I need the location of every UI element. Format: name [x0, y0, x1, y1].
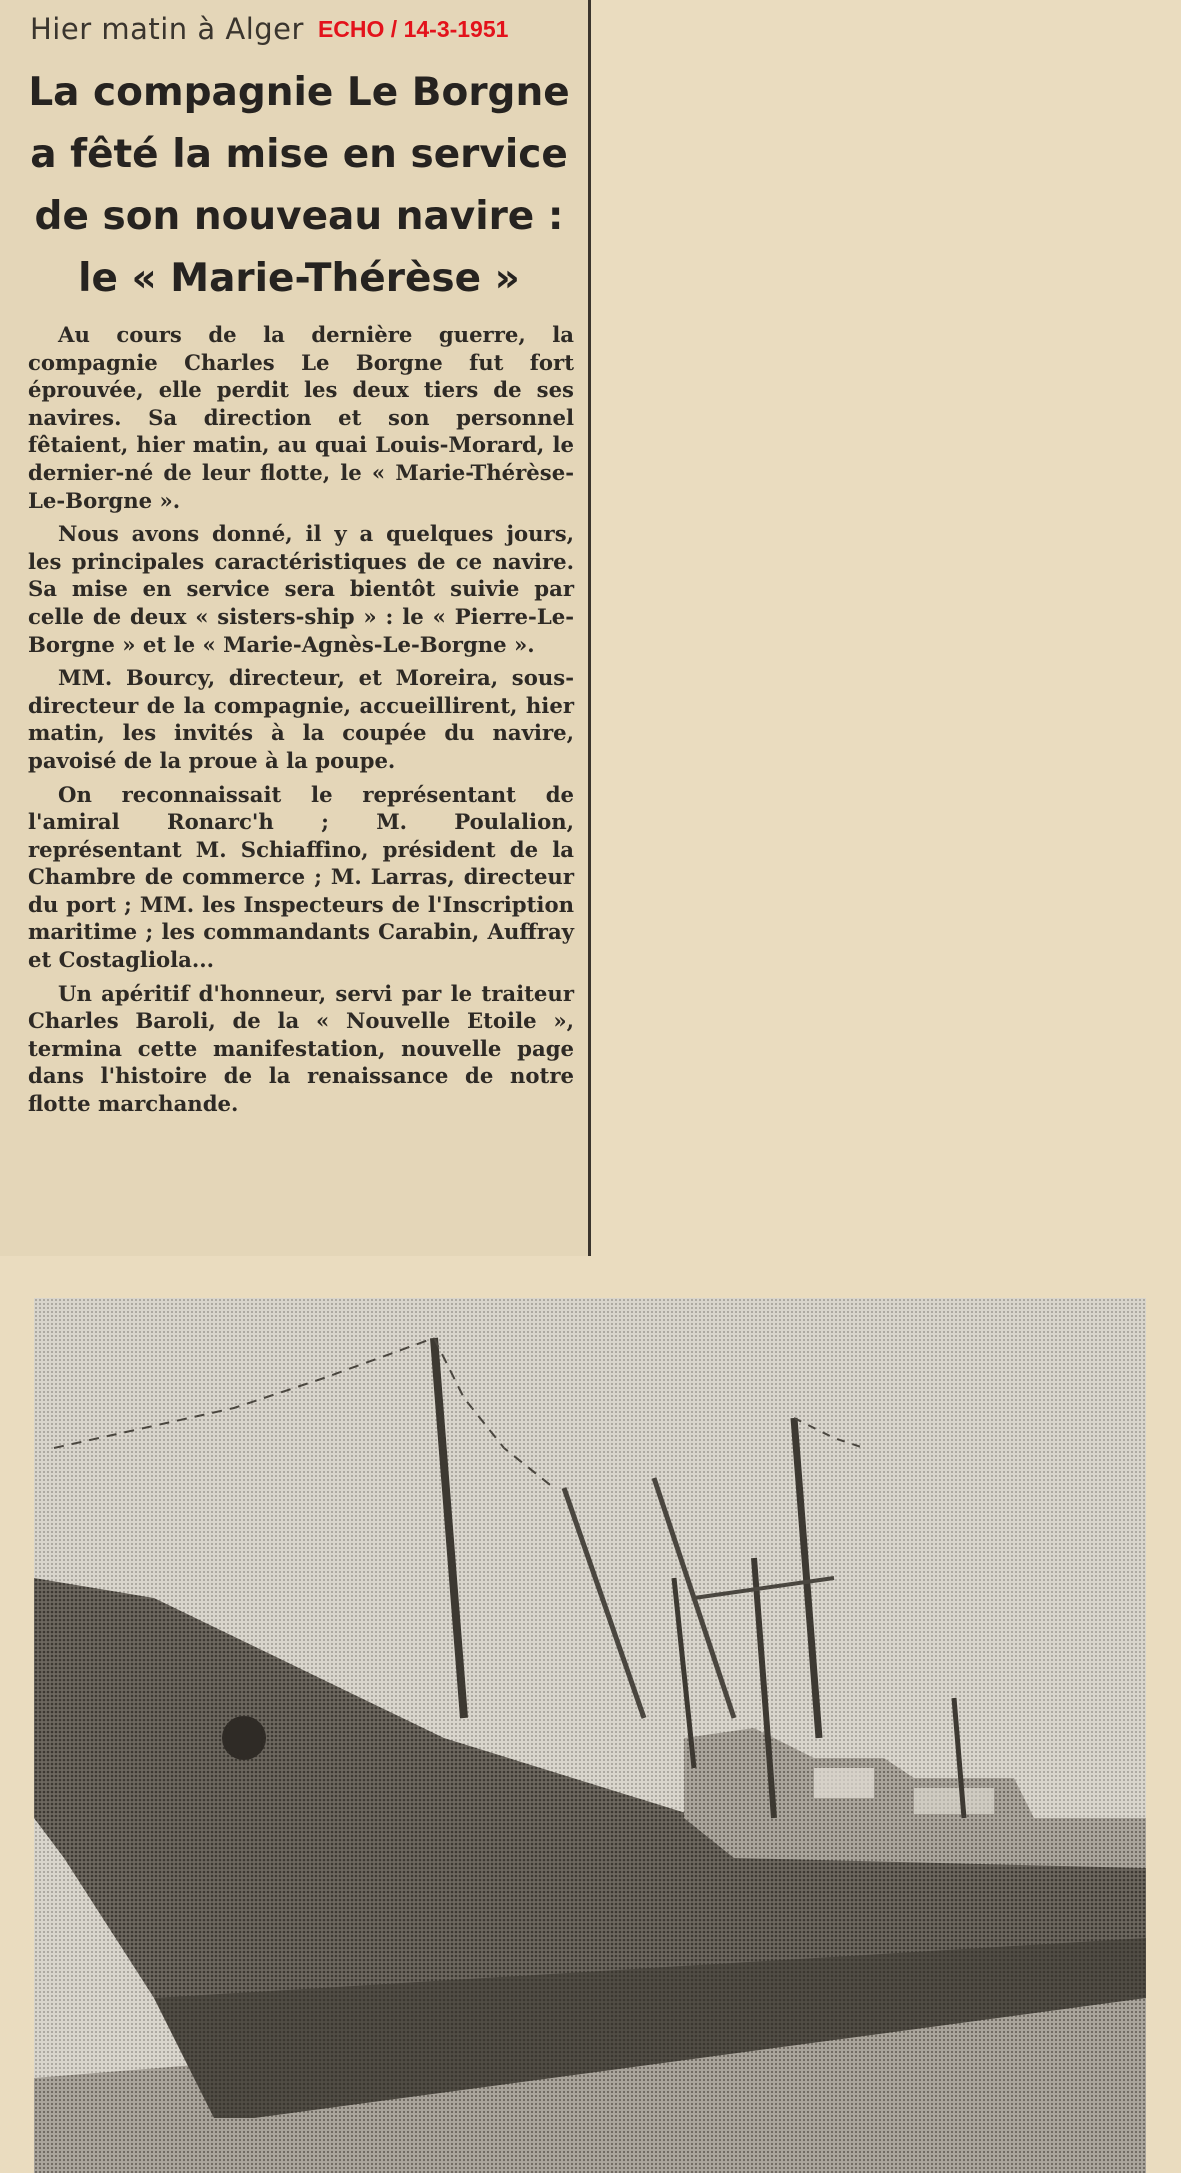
headline: [14, 62, 584, 310]
article-paragraph: Nous avons donné, il y a quelques jours, les principales caractéristiques de ce navire. Sa mise en service sera bientôt suivie par celle de deux « sisters-ship » : le « Pierre-Le-Borgne » et le « Marie-Agnès-Le-Borgne ».: [28, 521, 574, 657]
kicker: [30, 12, 508, 46]
headline-line: de son nouveau navire :: [34, 194, 564, 239]
ship-photo-drawing: [34, 1298, 1146, 2173]
headline-line: le « Marie-Thérèse »: [78, 256, 520, 301]
deck-house: [914, 1788, 994, 1814]
source-tag: ECHO / 14-3-1951: [317, 16, 509, 42]
article-clipping: [0, 0, 591, 1256]
article-paragraph: MM. Bourcy, directeur, et Moreira, sous-directeur de la compagnie, accueillirent, hier matin, les invités à la coupée du navire, pavoisé de la proue à la poupe.: [28, 665, 574, 773]
bridge-window: [814, 1768, 874, 1798]
article-paragraph: Au cours de la dernière guerre, la compagnie Charles Le Borgne fut fort éprouvée, elle perdit les deux tiers de ses navires. Sa direction et son personnel fêtaient, hier matin, au quai Louis-Morard, le dernier-né de leur flotte, le « Marie-Thérèse-Le-Borgne ».: [28, 322, 574, 513]
headline-line: La compagnie Le Borgne: [28, 70, 570, 115]
article-paragraph: On reconnaissait le représentant de l'amiral Ronarc'h ; M. Poulalion, représentant M. Schiaffino, président de la Chambre de commerce ; M. Larras, directeur du port ; MM. les Inspecteurs de l'Inscription maritime ; les commandants Carabin, Auffray et Costagliola...: [28, 781, 574, 973]
ship-photo: [34, 1298, 1146, 2173]
article-body: [28, 321, 574, 1124]
article-paragraph: Un apéritif d'honneur, servi par le traiteur Charles Baroli, de la « Nouvelle Etoile », termina cette manifestation, nouvelle page dans l'histoire de la renaissance de notre flotte marchande.: [28, 980, 574, 1117]
kicker-text: Hier matin à Alger: [30, 12, 304, 46]
headline-line: a fêté la mise en service: [30, 132, 568, 177]
anchor: [222, 1716, 266, 1760]
